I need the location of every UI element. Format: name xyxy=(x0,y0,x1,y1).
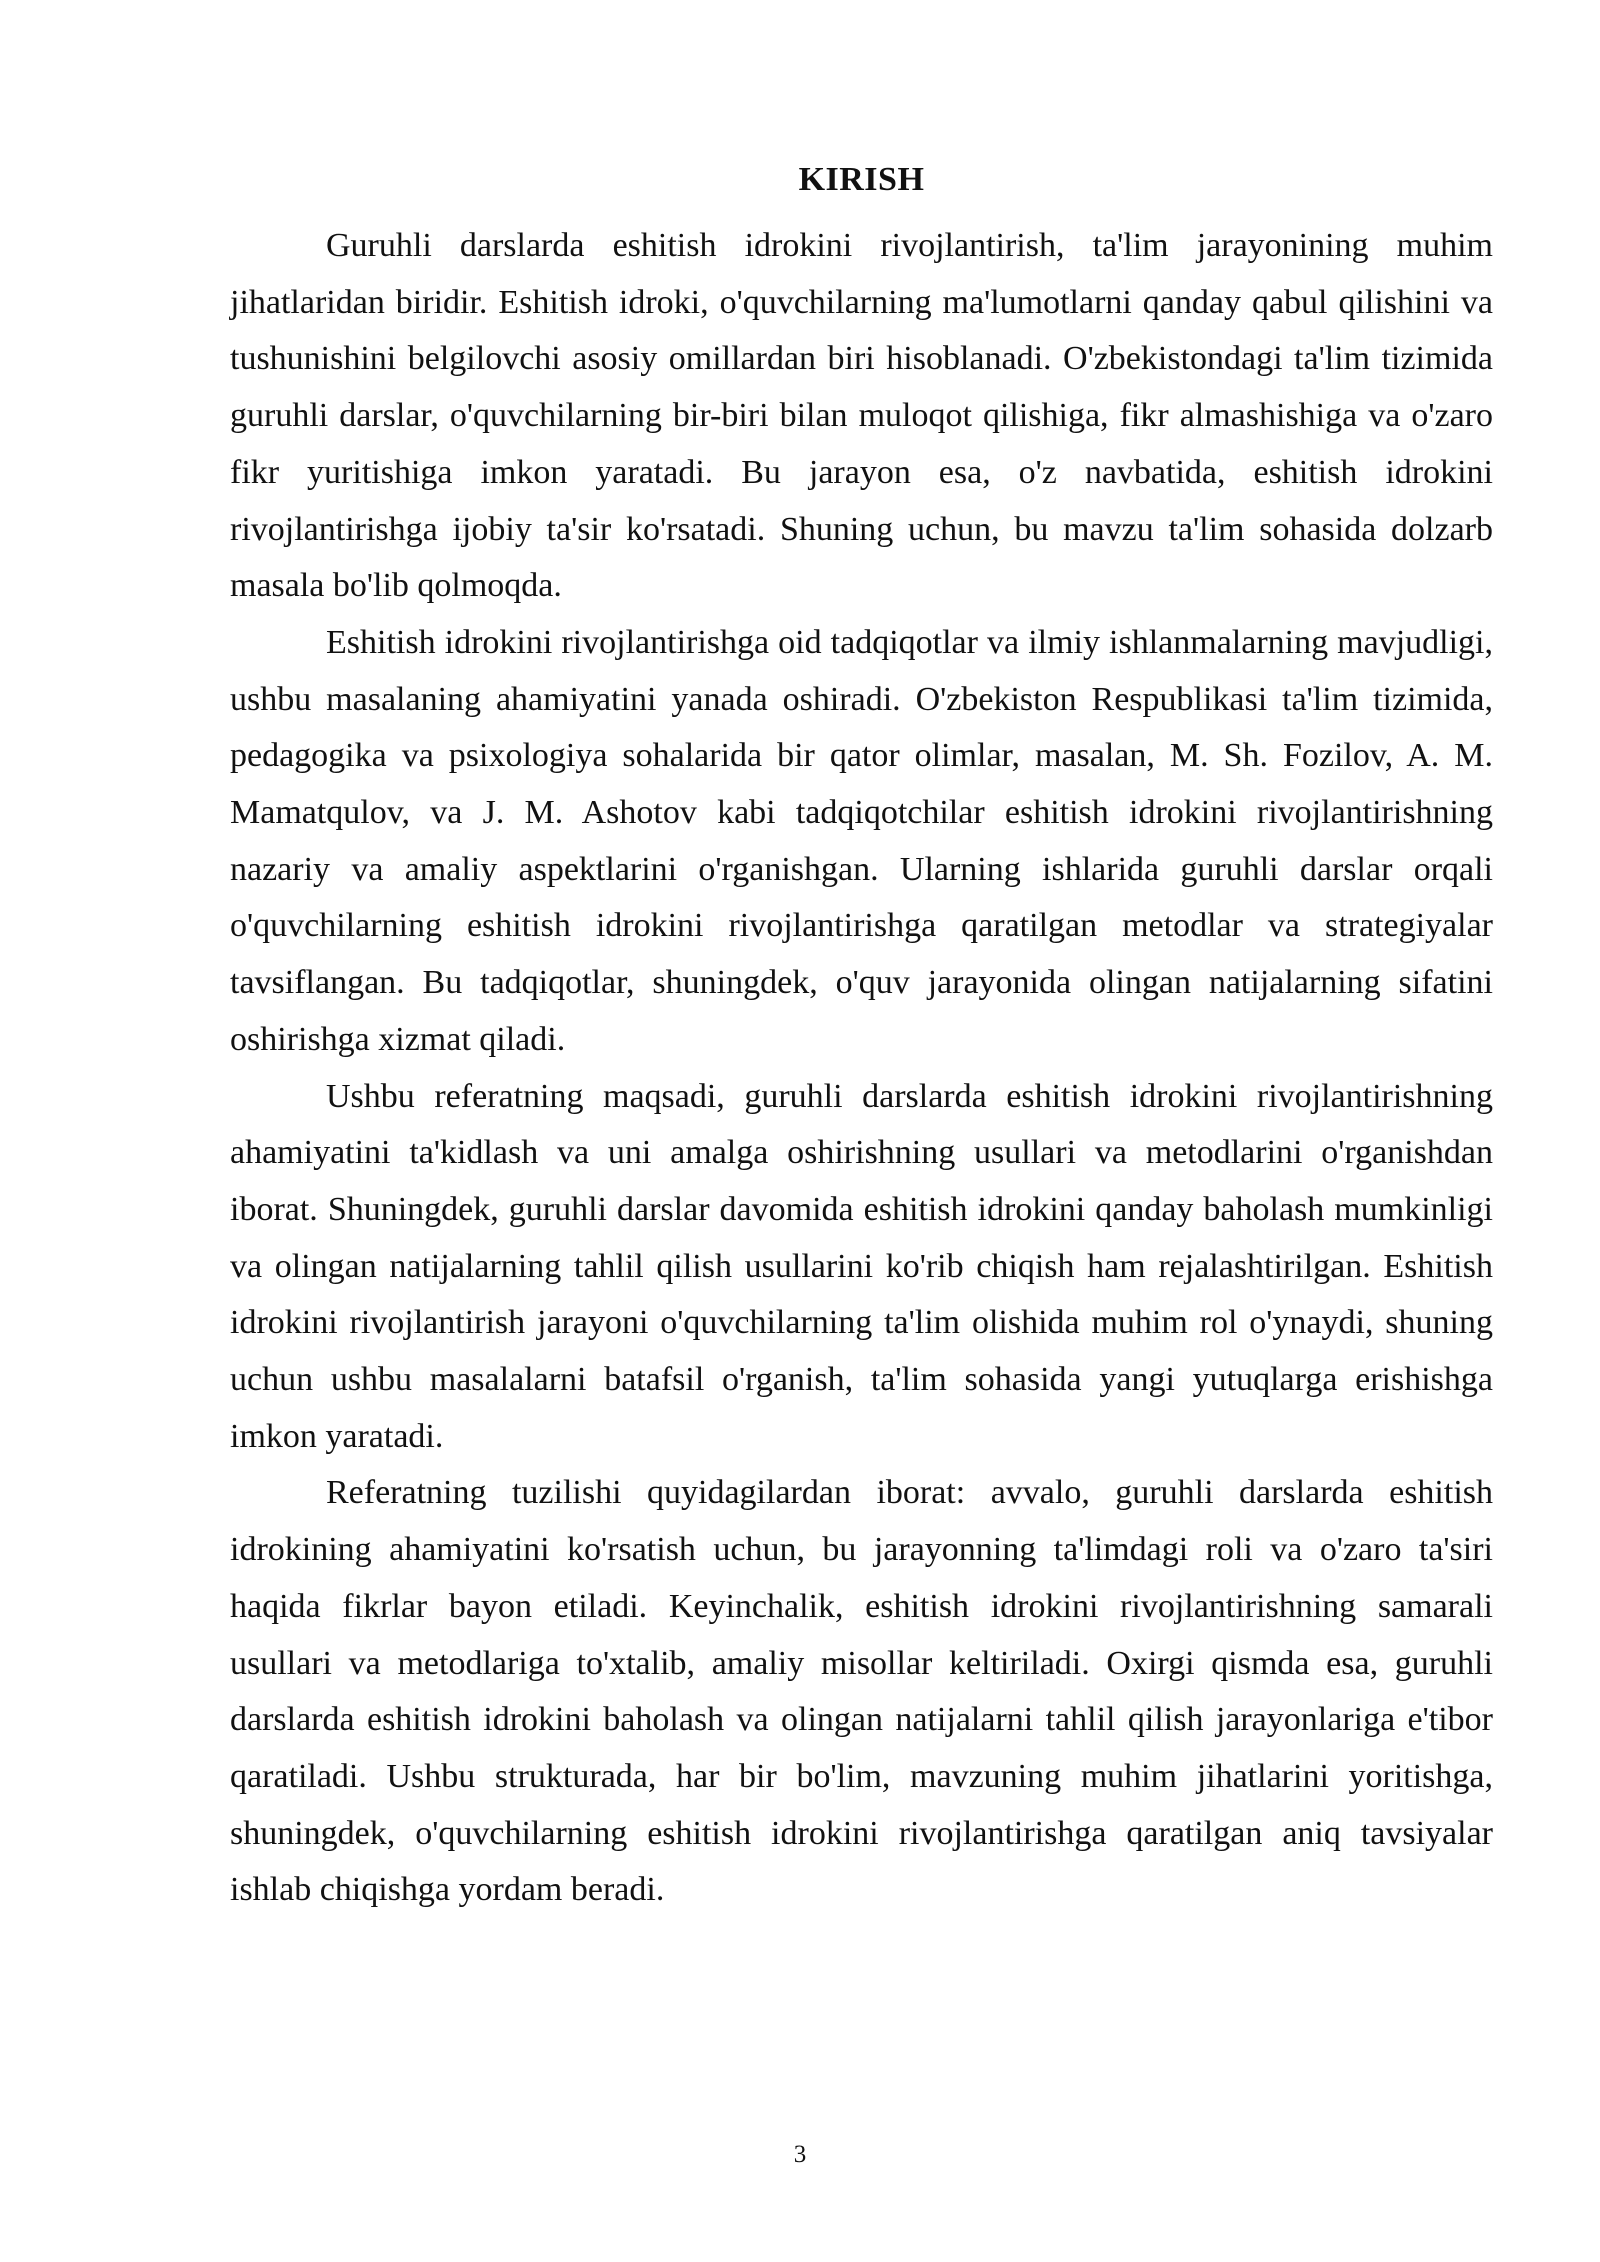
page-number: 3 xyxy=(793,2141,807,2168)
paragraph-purpose: Ushbu referatning maqsadi, guruhli darslarda eshitish idrokini rivojlantirishning ahamiyatini ta'kidlash va uni amalga oshirishning usullari va metodlarini o'rganishdan iborat. Shuningdek, guruhli darslar davomida eshitish idrokini qanday baholash mumkinligi va olingan natijalarning tahlil qilish usullarini ko'rib chiqish ham rejalashtirilgan. Eshitish idrokini rivojlantirish jarayoni o'quvchilarning ta'lim olishida muhim rol o'ynaydi, shuning uchun ushbu masalalarni batafsil o'rganish, ta'lim sohasida yangi yutuqlarga erishishga imkon yaratadi. xyxy=(230,1077,1493,1455)
paragraph-structure: Referatning tuzilishi quyidagilardan iborat: avvalo, guruhli darslarda eshitish idrokining ahamiyatini ko'rsatish uchun, bu jarayonning ta'limdagi roli va o'zaro ta'siri haqida fikrlar bayon etiladi. Keyinchalik, eshitish idrokini rivojlantirishning samarali usullari va metodlariga to'xtalib, amaliy misollar keltiriladi. Oxirgi qismda esa, guruhli darslarda eshitish idrokini baholash va olingan natijalarni tahlil qilish jarayonlariga e'tibor qaratiladi. Ushbu strukturada, har bir bo'lim, mavzuning muhim jihatlarini yoritishga, shuningdek, o'quvchilarning eshitish idrokini rivojlantirishga qaratilgan aniq tavsiyalar ishlab chiqishga yordam beradi. xyxy=(230,1474,1493,1909)
paragraph-intro: Guruhli darslarda eshitish idrokini rivojlantirish, ta'lim jarayonining muhim jihatlaridan biridir. Eshitish idroki, o'quvchilarning ma'lumotlarni qanday qabul qilishini va tushunishini belgilovchi asosiy omillardan biri hisoblanadi. O'zbekistondagi ta'lim tizimida guruhli darslar, o'quvchilarning bir-biri bilan muloqot qilishiga, fikr almashishiga va o'zaro fikr yuritishiga imkon yaratadi. Bu jarayon esa, o'z navbatida, eshitish idrokini rivojlantirishga ijobiy ta'sir ko'rsatadi. Shuning uchun, bu mavzu ta'lim sohasida dolzarb masala bo'lib qolmoqda. xyxy=(230,227,1493,605)
page-content xyxy=(230,160,1493,1919)
paragraph-research: Eshitish idrokini rivojlantirishga oid tadqiqotlar va ilmiy ishlanmalarning mavjudligi, ushbu masalaning ahamiyatini yanada oshiradi. O'zbekiston Respublikasi ta'lim tizimida, pedagogika va psixologiya sohalarida bir qator olimlar, masalan, M. Sh. Fozilov, A. M. Mamatqulov, va J. M. Ashotov kabi tadqiqotchilar eshitish idrokini rivojlantirishning nazariy va amaliy aspektlarini o'rganishgan. Ularning ishlarida guruhli darslar orqali o'quvchilarning eshitish idrokini rivojlantirishga qaratilgan metodlar va strategiyalar tavsiflangan. Bu tadqiqotlar, shuningdek, o'quv jarayonida olingan natijalarning sifatini oshirishga xizmat qiladi. xyxy=(230,623,1493,1058)
section-title: KIRISH xyxy=(798,161,925,198)
